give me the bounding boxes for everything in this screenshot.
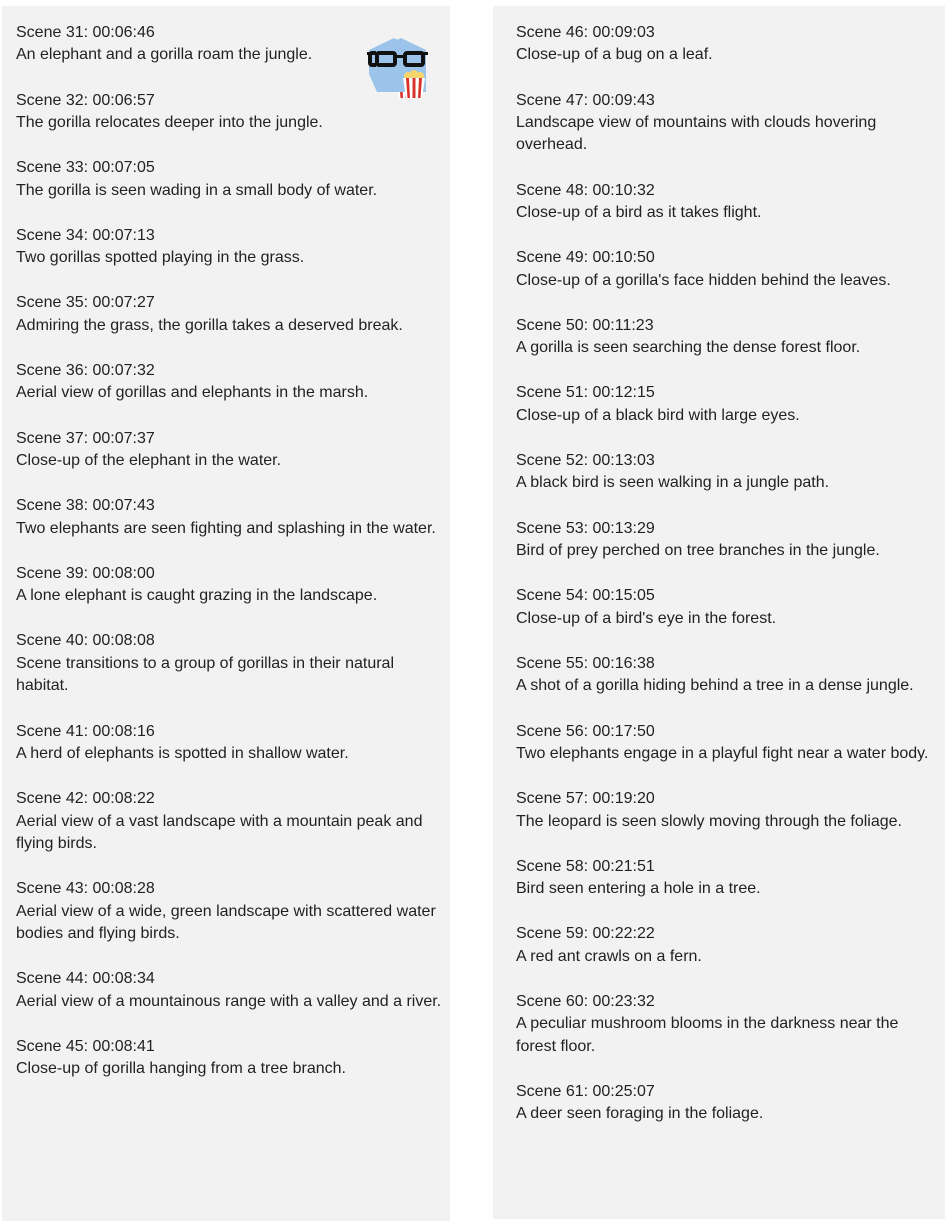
scene-entry <box>16 428 442 473</box>
scene-entry <box>516 382 937 427</box>
scene-entry <box>516 450 937 495</box>
scene-entry <box>16 721 442 766</box>
scene-entry <box>516 22 937 67</box>
scene-entry <box>16 157 442 202</box>
scene-timestamp: Scene 35: 00:07:27 <box>16 294 155 312</box>
scene-timestamp: Scene 32: 00:06:57 <box>16 91 155 109</box>
scene-timestamp: Scene 40: 00:08:08 <box>16 632 155 650</box>
scene-description: A red ant crawls on a fern. <box>516 947 702 965</box>
scene-description: The gorilla relocates deeper into the jungle. <box>16 114 323 132</box>
scene-description: Two gorillas spotted playing in the grass. <box>16 249 305 267</box>
scene-description: A lone elephant is caught grazing in the landscape. <box>16 587 378 605</box>
scene-entry <box>516 1081 937 1126</box>
scene-description: Bird of prey perched on tree branches in the jungle. <box>516 542 880 560</box>
scene-timestamp: Scene 51: 00:12:15 <box>516 384 655 402</box>
scene-description: Scene transitions to a group of gorillas in their natural habitat. <box>16 654 394 695</box>
scene-description: An elephant and a gorilla roam the jungle. <box>16 46 313 64</box>
scene-timestamp: Scene 41: 00:08:16 <box>16 722 155 740</box>
scene-description: Aerial view of a mountainous range with a valley and a river. <box>16 992 442 1010</box>
scene-timestamp: Scene 42: 00:08:22 <box>16 790 155 808</box>
scene-description: A black bird is seen walking in a jungle path. <box>516 474 830 492</box>
scene-timestamp: Scene 46: 00:09:03 <box>516 24 655 41</box>
scene-timestamp: Scene 55: 00:16:38 <box>516 654 655 672</box>
scene-entry <box>516 90 937 157</box>
scene-description: Two elephants engage in a playful fight near a water body. <box>516 744 929 762</box>
scene-description: Close-up of a bird's eye in the forest. <box>516 609 777 627</box>
scene-timestamp: Scene 31: 00:06:46 <box>16 24 155 41</box>
scene-timestamp: Scene 45: 00:08:41 <box>16 1037 155 1055</box>
scene-timestamp: Scene 36: 00:07:32 <box>16 362 155 380</box>
scene-entry <box>516 653 937 698</box>
scene-timestamp: Scene 56: 00:17:50 <box>516 722 655 740</box>
scene-description: Close-up of the elephant in the water. <box>16 452 282 470</box>
scene-description: Aerial view of a vast landscape with a mountain peak and flying birds. <box>16 812 423 852</box>
popcorn-critic-icon <box>372 34 430 100</box>
scene-entry <box>516 180 937 225</box>
scene-timestamp: Scene 53: 00:13:29 <box>516 519 655 537</box>
scene-description: The gorilla is seen wading in a small body of water. <box>16 181 378 199</box>
scene-timestamp: Scene 44: 00:08:34 <box>16 970 155 988</box>
scene-description: Close-up of a bird as it takes flight. <box>516 204 762 222</box>
scene-timestamp: Scene 52: 00:13:03 <box>516 452 655 470</box>
scene-description: Bird seen entering a hole in a tree. <box>516 880 761 898</box>
scene-description: A shot of a gorilla hiding behind a tree in a dense jungle. <box>516 677 914 695</box>
scene-entry <box>16 360 442 405</box>
scene-entry <box>16 225 442 270</box>
scene-entry <box>16 495 442 540</box>
scene-timestamp: Scene 34: 00:07:13 <box>16 226 155 244</box>
scene-entry <box>16 788 442 855</box>
scene-entry <box>16 1036 442 1081</box>
scene-entry <box>516 923 937 968</box>
scene-timestamp: Scene 60: 00:23:32 <box>516 992 655 1010</box>
scene-description: A gorilla is seen searching the dense forest floor. <box>516 339 861 357</box>
scene-timestamp: Scene 61: 00:25:07 <box>516 1082 655 1100</box>
scene-entry <box>16 968 442 1013</box>
scene-timestamp: Scene 50: 00:11:23 <box>516 316 654 334</box>
scene-description: Landscape view of mountains with clouds hovering overhead. <box>516 114 877 154</box>
scene-list-right <box>493 6 945 1219</box>
scene-timestamp: Scene 59: 00:22:22 <box>516 925 655 943</box>
scene-entry <box>16 563 442 608</box>
scene-entry <box>516 585 937 630</box>
scene-description: A deer seen foraging in the foliage. <box>516 1105 764 1123</box>
scene-entry <box>516 856 937 901</box>
scene-timestamp: Scene 58: 00:21:51 <box>516 857 655 875</box>
scene-entry <box>516 991 937 1058</box>
scene-entry <box>516 247 937 292</box>
scene-timestamp: Scene 48: 00:10:32 <box>516 181 655 199</box>
scene-description: A herd of elephants is spotted in shallow water. <box>16 744 349 762</box>
scene-timestamp: Scene 54: 00:15:05 <box>516 587 655 605</box>
scene-description: Aerial view of a wide, green landscape with scattered water bodies and flying birds. <box>16 902 436 942</box>
scene-timestamp: Scene 47: 00:09:43 <box>516 91 655 109</box>
scene-timestamp: Scene 38: 00:07:43 <box>16 497 155 515</box>
scene-description: Close-up of a gorilla's face hidden behind the leaves. <box>516 271 891 289</box>
scene-entry <box>16 878 442 945</box>
scene-description: Close-up of a bug on a leaf. <box>516 46 713 64</box>
scene-entry <box>516 518 937 563</box>
scene-timestamp: Scene 57: 00:19:20 <box>516 790 655 808</box>
scene-description: Close-up of gorilla hanging from a tree branch. <box>16 1060 346 1078</box>
scene-timestamp: Scene 33: 00:07:05 <box>16 159 155 177</box>
scene-timestamp: Scene 49: 00:10:50 <box>516 249 655 267</box>
scene-description: A peculiar mushroom blooms in the darkness near the forest floor. <box>516 1015 899 1055</box>
scene-description: Admiring the grass, the gorilla takes a deserved break. <box>16 316 403 334</box>
scene-timestamp: Scene 43: 00:08:28 <box>16 880 155 898</box>
scene-entry <box>516 315 937 360</box>
scene-description: Two elephants are seen fighting and splashing in the water. <box>16 519 436 537</box>
scene-timestamp: Scene 37: 00:07:37 <box>16 429 155 447</box>
scene-entry <box>516 721 937 766</box>
scene-description: Aerial view of gorillas and elephants in the marsh. <box>16 384 369 402</box>
scene-entry <box>16 292 442 337</box>
scene-entry <box>516 788 937 833</box>
scene-description: The leopard is seen slowly moving through the foliage. <box>516 812 902 830</box>
scene-list-left <box>2 6 450 1221</box>
scene-entry <box>16 630 442 697</box>
scene-description: Close-up of a black bird with large eyes. <box>516 406 800 424</box>
scene-timestamp: Scene 39: 00:08:00 <box>16 564 155 582</box>
